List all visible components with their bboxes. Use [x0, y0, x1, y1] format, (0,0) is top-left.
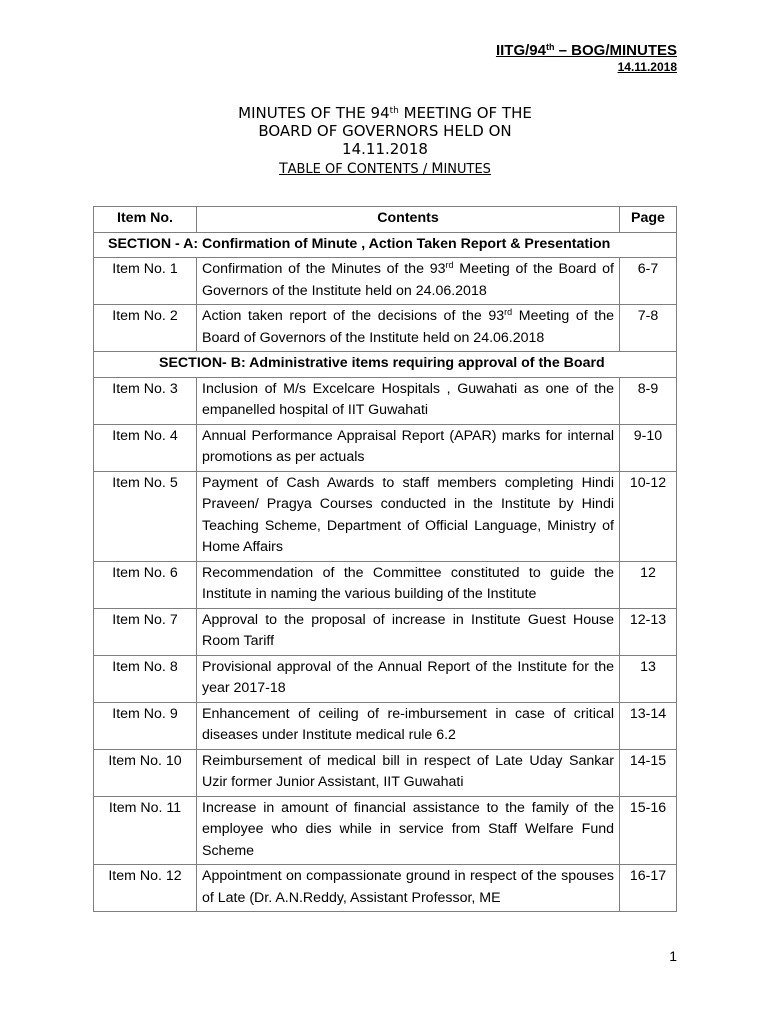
table-header-row [94, 207, 677, 233]
item-contents: Recommendation of the Committee constituted to guide the Institute in naming the various building of the Institute [197, 561, 620, 608]
table-row [94, 471, 677, 561]
item-contents: Reimbursement of medical bill in respect of Late Uday Sankar Uzir former Junior Assistant, IIT Guwahati [197, 749, 620, 796]
title-line-1: MINUTES OF THE 94th MEETING OF THE [238, 104, 532, 122]
table-row [94, 377, 677, 424]
item-page: 13 [620, 655, 677, 702]
section-b-heading: SECTION- B: Administrative items requiring approval of the Board [94, 352, 677, 378]
item-number: Item No. 6 [94, 561, 197, 608]
item-page: 12 [620, 561, 677, 608]
item-contents: Approval to the proposal of increase in Institute Guest House Room Tariff [197, 608, 620, 655]
item-page: 7-8 [620, 305, 677, 352]
item-contents: Inclusion of M/s Excelcare Hospitals , Guwahati as one of the empanelled hospital of IIT Guwahati [197, 377, 620, 424]
item-number: Item No. 1 [94, 258, 197, 305]
page-number: 1 [669, 948, 677, 964]
header-item-no: Item No. [94, 207, 197, 233]
item-page: 12-13 [620, 608, 677, 655]
item-contents: Action taken report of the decisions of the 93rd Meeting of the Board of Governors of the Institute held on 24.06.2018 [197, 305, 620, 352]
item-page: 8-9 [620, 377, 677, 424]
table-row [94, 258, 677, 305]
item-contents: Confirmation of the Minutes of the 93rd Meeting of the Board of Governors of the Institute held on 24.06.2018 [197, 258, 620, 305]
item-number: Item No. 4 [94, 424, 197, 471]
table-row [94, 749, 677, 796]
page-title [0, 104, 770, 179]
header-contents: Contents [197, 207, 620, 233]
table-row [94, 865, 677, 912]
item-page: 9-10 [620, 424, 677, 471]
item-contents: Provisional approval of the Annual Report of the Institute for the year 2017-18 [197, 655, 620, 702]
item-contents: Appointment on compassionate ground in respect of the spouses of Late (Dr. A.N.Reddy, Assistant Professor, ME [197, 865, 620, 912]
item-page: 14-15 [620, 749, 677, 796]
table-row [94, 608, 677, 655]
item-page: 10-12 [620, 471, 677, 561]
document-date: 14.11.2018 [617, 60, 677, 74]
item-page: 16-17 [620, 865, 677, 912]
document-reference: IITG/94th – BOG/MINUTES [495, 42, 677, 59]
item-number: Item No. 9 [94, 702, 197, 749]
header-page: Page [620, 207, 677, 233]
item-number: Item No. 10 [94, 749, 197, 796]
item-number: Item No. 7 [94, 608, 197, 655]
item-contents: Increase in amount of financial assistance to the family of the employee who dies while in service from Staff Welfare Fund Scheme [197, 796, 620, 865]
title-line-3: 14.11.2018 [342, 140, 428, 158]
title-line-2: BOARD OF GOVERNORS HELD ON [258, 122, 512, 140]
item-page: 13-14 [620, 702, 677, 749]
item-number: Item No. 8 [94, 655, 197, 702]
item-number: Item No. 2 [94, 305, 197, 352]
section-a-row [94, 232, 677, 258]
item-number: Item No. 5 [94, 471, 197, 561]
item-page: 6-7 [620, 258, 677, 305]
item-number: Item No. 12 [94, 865, 197, 912]
table-row [94, 796, 677, 865]
item-number: Item No. 11 [94, 796, 197, 865]
table-row [94, 305, 677, 352]
table-of-contents-heading: TABLE OF CONTENTS / MINUTES [279, 161, 491, 177]
item-contents: Annual Performance Appraisal Report (APAR) marks for internal promotions as per actuals [197, 424, 620, 471]
table-row [94, 702, 677, 749]
table-row [94, 424, 677, 471]
contents-table [93, 206, 677, 912]
table-row [94, 655, 677, 702]
item-contents: Enhancement of ceiling of re-imbursement in case of critical diseases under Institute medical rule 6.2 [197, 702, 620, 749]
table-row [94, 561, 677, 608]
item-contents: Payment of Cash Awards to staff members completing Hindi Praveen/ Pragya Courses conducted in the Institute by Hindi Teaching Scheme, Department of Official Language, Ministry of Home Affairs [197, 471, 620, 561]
item-page: 15-16 [620, 796, 677, 865]
section-a-heading: SECTION - A: Confirmation of Minute , Action Taken Report & Presentation [94, 232, 677, 258]
section-b-row [94, 352, 677, 378]
item-number: Item No. 3 [94, 377, 197, 424]
